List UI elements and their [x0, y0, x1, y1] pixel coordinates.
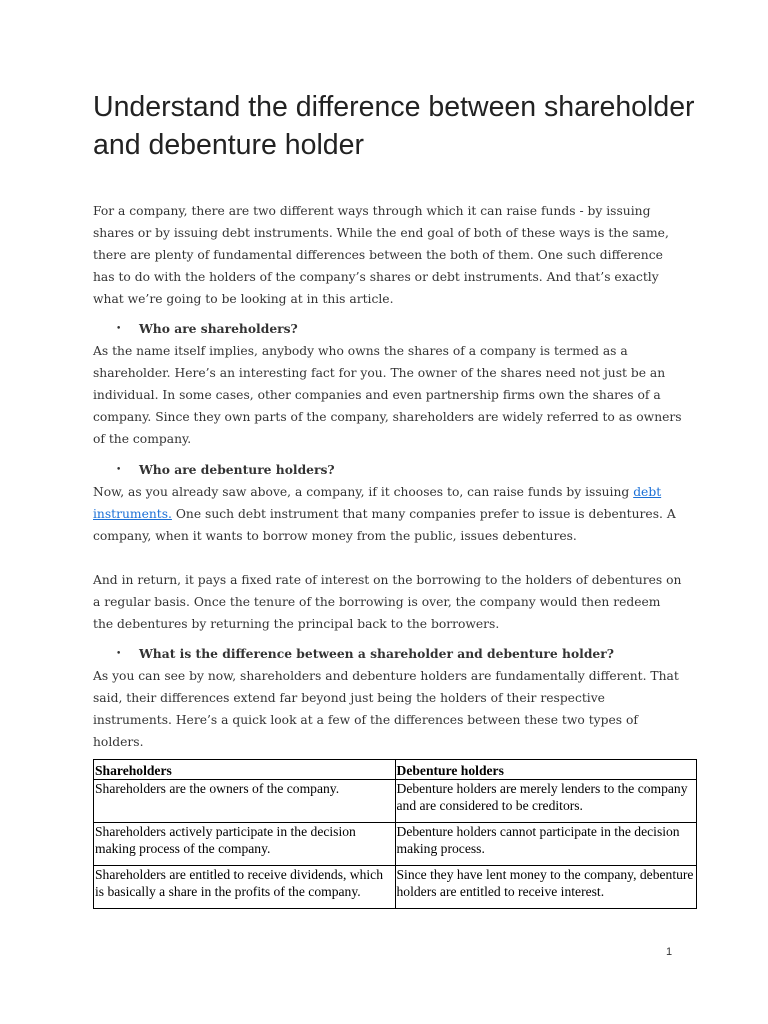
- section-heading-shareholders: Who are shareholders?: [139, 321, 298, 336]
- bullet-marker: •: [116, 465, 122, 475]
- table-header-row: [94, 760, 697, 780]
- intro-paragraph: For a company, there are two different ways through which it can raise funds - by issuing shares or by issuing debt instruments. While the end goal of both of these ways is the same, there are plenty of fundamental differences between the both of them. One such difference has to do with the holders of the company’s shares or debt instruments. And that’s exactly what we’re going to be looking at in this article.: [93, 204, 669, 306]
- debenture-interest-paragraph: And in return, it pays a fixed rate of interest on the borrowing to the holders of debentures on a regular basis. Once the tenure of the borrowing is over, the company would then redeem the debentures by returning the principal back to the borrowers.: [93, 573, 682, 631]
- table-row: [94, 823, 697, 866]
- table-header-cell: Debenture holders: [395, 760, 697, 780]
- section-heading-difference: What is the difference between a shareholder and debenture holder?: [139, 646, 614, 661]
- table-row: [94, 866, 697, 909]
- bullet-marker: •: [116, 324, 122, 334]
- table-cell: Debenture holders cannot participate in the decision making process.: [395, 823, 697, 866]
- debt-instruments-link[interactable]: debt instruments.: [93, 485, 662, 521]
- paragraph-text: One such debt instrument that many companies prefer to issue is debentures. A company, when it wants to borrow money from the public, issues debentures.: [93, 507, 676, 543]
- table-cell: Shareholders are entitled to receive dividends, which is basically a share in the profits of the company.: [94, 866, 396, 909]
- comparison-table: [93, 759, 697, 909]
- table-cell: Shareholders are the owners of the company.: [94, 780, 396, 823]
- difference-paragraph: As you can see by now, shareholders and debenture holders are fundamentally different. That said, their differences extend far beyond just being the holders of their respective instruments. Here’s a quick look at a few of the differences between these two types of holders.: [93, 669, 679, 749]
- paragraph-text: Now, as you already saw above, a company, if it chooses to, can raise funds by issuing: [93, 485, 634, 499]
- table-row: [94, 780, 697, 823]
- shareholders-paragraph: As the name itself implies, anybody who owns the shares of a company is termed as a shareholder. Here’s an interesting fact for you. The owner of the shares need not just be an individual. In some cases, other companies and even partnership firms own the shares of a company. Since they own parts of the company, shareholders are widely referred to as owners of the company.: [93, 344, 682, 446]
- bullet-marker: •: [116, 649, 122, 659]
- section-heading-debenture-holders: Who are debenture holders?: [139, 462, 335, 477]
- table-cell: Since they have lent money to the company, debenture holders are entitled to receive interest.: [395, 866, 697, 909]
- table-cell: Debenture holders are merely lenders to the company and are considered to be creditors.: [395, 780, 697, 823]
- table-cell: Shareholders actively participate in the decision making process of the company.: [94, 823, 396, 866]
- page-title: Understand the difference between shareholder and debenture holder: [93, 91, 695, 161]
- debenture-holders-paragraph: [93, 481, 683, 547]
- table-header-cell: Shareholders: [94, 760, 396, 780]
- page-number: 1: [666, 946, 673, 958]
